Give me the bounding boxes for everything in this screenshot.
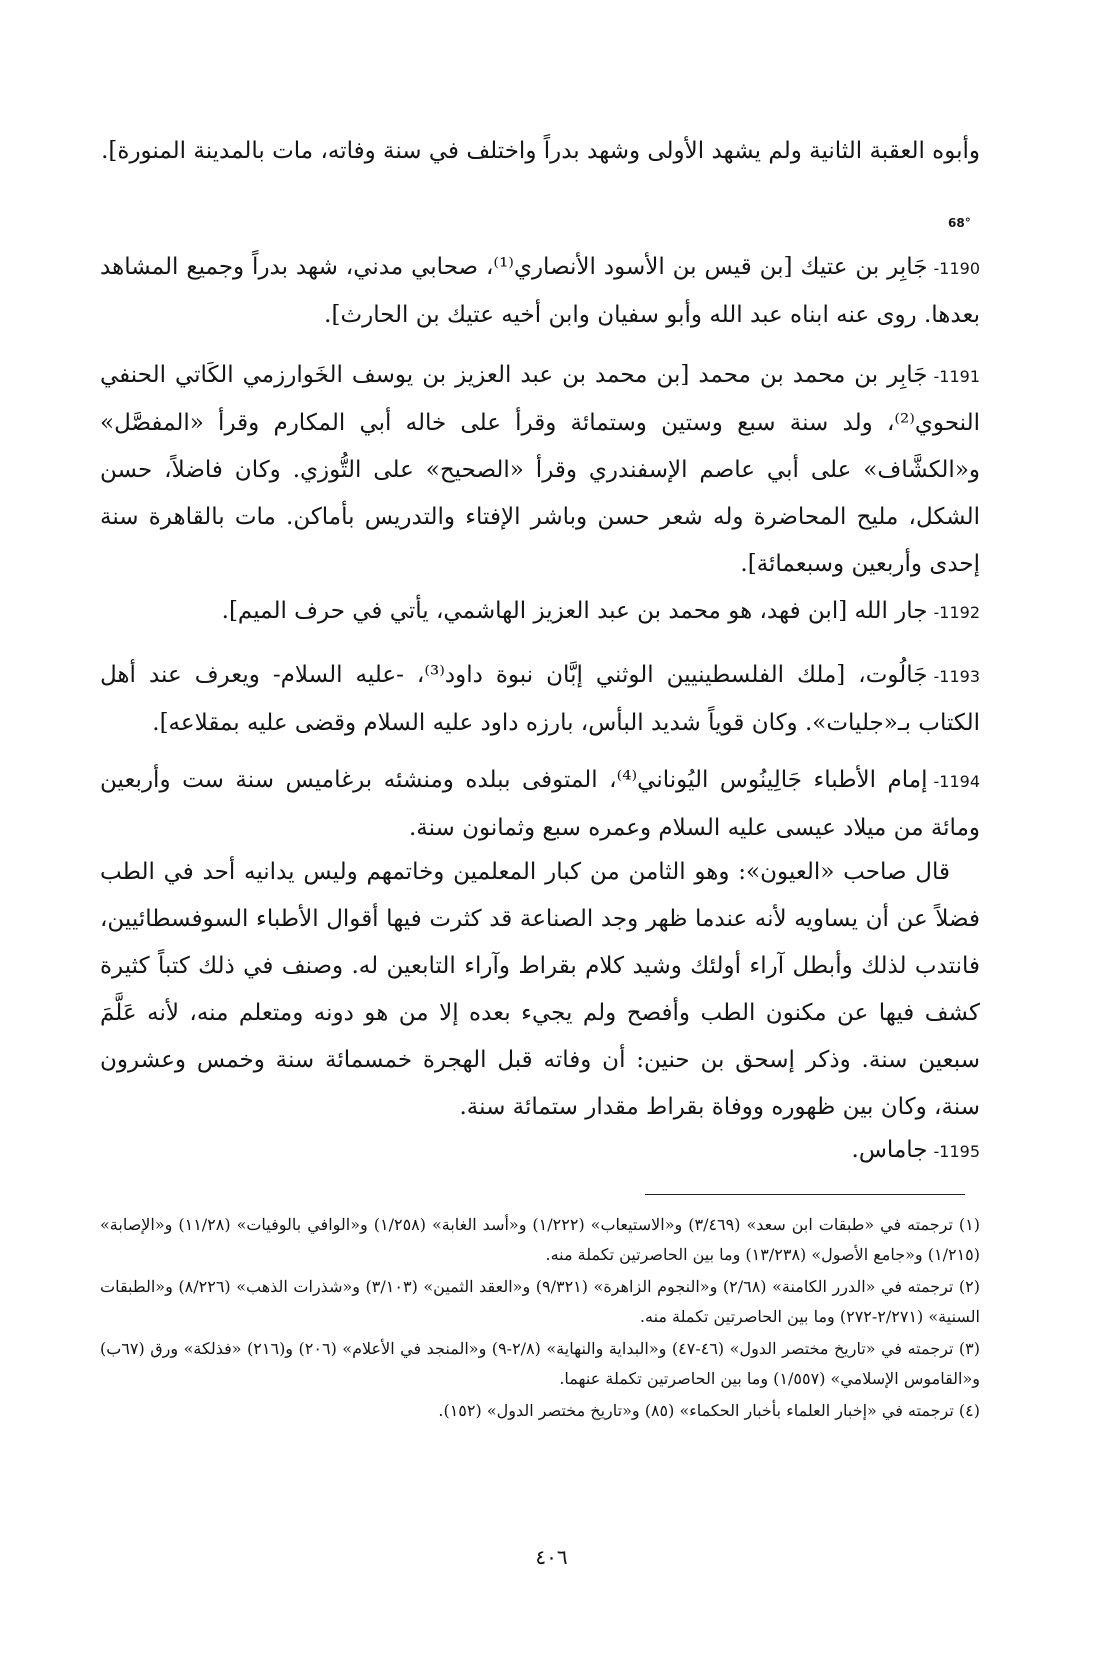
entry-text: جَالُوت، [ملك الفلسطينيين الوثني إبَّان نبوة داود⁽³⁾، -عليه السلام- ويعرف عند أهل الكتاب بـ«جليات». وكان قوياً شديد البأس، بارزه داود عليه السلام وقضى عليه بمقلاعه]. [100, 662, 980, 736]
entry-number: 1190- [933, 259, 980, 278]
entry-1191 [100, 352, 980, 588]
entry-number: 1195- [933, 1142, 980, 1161]
entry-text: إمام الأطباء جَالِينُوس اليُوناني⁽⁴⁾، المتوفى ببلده ومنشئه برغاميس سنة ست وأربعين ومائة من ميلاد عيسى عليه السلام وعمره سبع وثمانون سنة. [100, 767, 980, 841]
entry-1190 [100, 244, 980, 339]
quote-paragraph: قال صاحب «العيون»: وهو الثامن من كبار المعلمين وخاتمهم وليس يدانيه أحد في الطب فضلاً عن أن يساويه لأنه عندما ظهر وجد الصناعة قد كثرت فيها أقوال الأطباء السوفسطائيين، فانتدب لذلك وأبطل آراء أولئك وشيد كلام بقراط وآراء التابعين له. وصنف في ذلك كتباً كثيرة كشف فيها عن مكنون الطب وأفصح ولم يجيء بعده إلا من هو دونه ومتعلم منه، لأنه عَلَّمَ سبعين سنة. وذكر إسحق بن حنين: أن وفاته قبل الهجرة خمسمائة سنة وخمس وعشرون سنة، وكان بين ظهوره ووفاة بقراط مقدار ستمائة سنة. [100, 859, 980, 1120]
entry-number: 1194- [933, 772, 981, 791]
entry-1194 [100, 757, 980, 852]
footnotes [100, 1210, 980, 1428]
footnote: (٢) ترجمته في «الدرر الكامنة» (٢/٦٨) و«النجوم الزاهرة» (٩/٣٢١) و«العقد الثمين» (٣/١٠٣) و«شذرات الذهب» (٨/٢٢٦) و«الطبقات السنية» (٢/٢٧١-٢٧٢) وما بين الحاصرتين تكملة منه. [100, 1277, 981, 1326]
footnote-divider [645, 1194, 965, 1195]
footnote: (١) ترجمته في «طبقات ابن سعد» (٣/٤٦٩) و«الاستيعاب» (١/٢٢٢) و«أسد الغابة» (١/٢٥٨) و«الوافي بالوفيات» (١١/٢٨) و«الإصابة» (١/٢١٥) و«جامع الأصول» (١٣/٢٣٨) وما بين الحاصرتين تكملة منه. [100, 1215, 981, 1264]
entry-text: جاماس. [851, 1137, 928, 1163]
page-number: ٤٠٦ [535, 1545, 568, 1569]
entry-text: جَابِر بن محمد بن محمد [بن محمد بن عبد العزيز بن يوسف الخَوارزمي الكَاتي الحنفي النحوي⁽²⁾، ولد سنة سبع وستين وستمائة وقرأ على خاله أبي المكارم وقرأ «المفصَّل» و«الكشَّاف» على أبي عاصم الإسفندري وقرأ «الصحيح» على التُّوزي. وكان فاضلاً، حسن الشكل، مليح المحاضرة وله شعر حسن وباشر الإفتاء والتدريس بأماكن. مات بالقاهرة سنة إحدى وأربعين وسبعمائة]. [100, 362, 980, 577]
entry-1192 [100, 588, 980, 636]
footnote: (٤) ترجمته في «إخبار العلماء بأخبار الحكماء» (٨٥) و«تاريخ مختصر الدول» (١٥٢). [438, 1401, 980, 1420]
entry-1193 [100, 652, 980, 747]
entry-number: 1192- [933, 603, 980, 622]
entry-1195 [100, 1127, 980, 1175]
entry-number: 1193- [933, 667, 980, 686]
footnote: (٣) ترجمته في «تاريخ مختصر الدول» (٤٦-٤٧) و«البداية والنهاية» (٢/٨-٩) و«المنجد في الأعلام» (٢٠٦) و(٢١٦) «فذلكة» ورق (٦٧ب) و«القاموس الإسلامي» (١/٥٥٧) وما بين الحاصرتين تكملة عنهما. [100, 1339, 980, 1388]
entry-text: جار الله [ابن فهد، هو محمد بن عبد العزيز الهاشمي، يأتي في حرف الميم]. [221, 598, 928, 624]
page-marker: 68° [948, 216, 971, 230]
intro-paragraph: وأبوه العقبة الثانية ولم يشهد الأولى وشهد بدراً واختلف في سنة وفاته، مات بالمدينة المنورة]. [101, 138, 980, 164]
entry-number: 1191- [933, 367, 980, 386]
entry-text: جَابِر بن عتيك [بن قيس بن الأسود الأنصاري⁽¹⁾، صحابي مدني، شهد بدراً وجميع المشاهد بعدها. روى عنه ابناه عبد الله وأبو سفيان وابن أخيه عتيك بن الحارث]. [100, 254, 980, 328]
